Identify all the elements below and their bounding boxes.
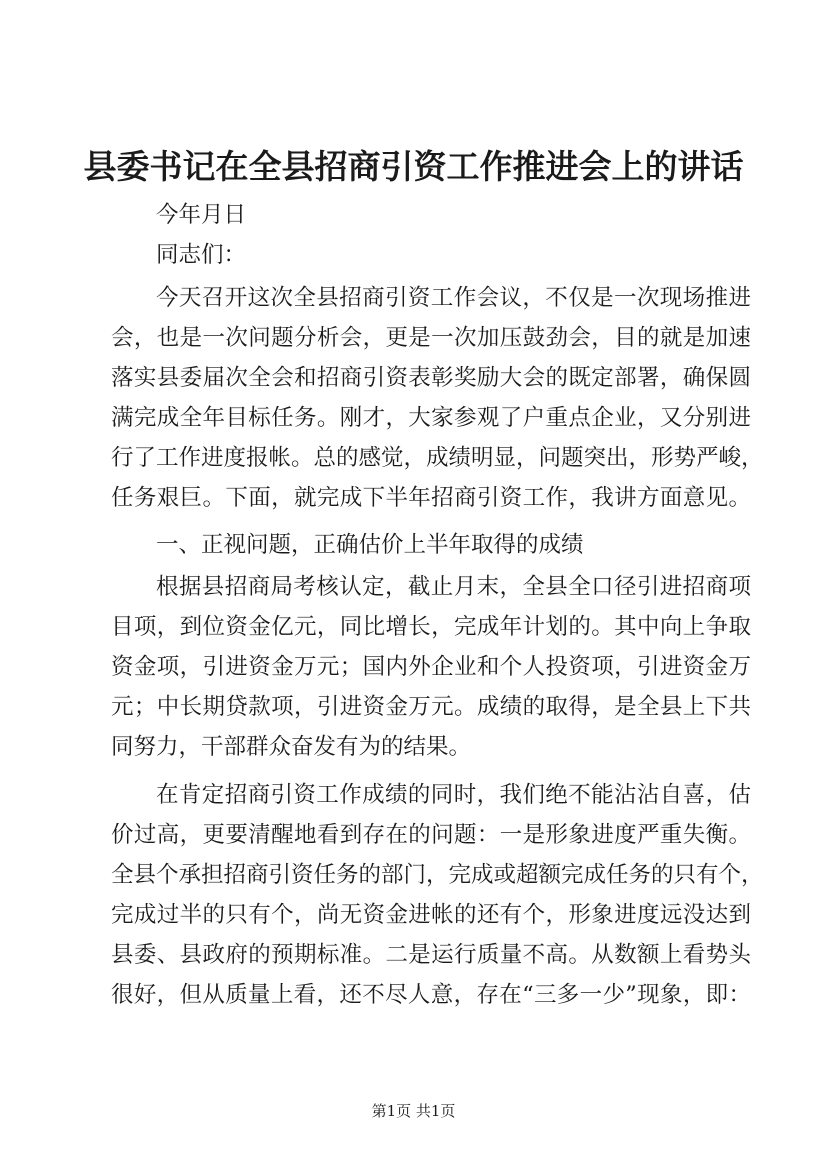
paragraph-line: 价过高，更要清醒地看到存在的问题：一是形象进度严重失衡。: [111, 822, 751, 848]
paragraph-line: 满完成全年目标任务。刚才，大家参观了户重点企业，又分别进: [111, 405, 751, 431]
paragraph-line: 元；中长期贷款项，引进资金万元。成绩的取得，是全县上下共: [111, 694, 751, 720]
paragraph-line: 目项，到位资金亿元，同比增长，完成年计划的。其中向上争取: [111, 614, 751, 640]
paragraph-line: 全县个承担招商引资任务的部门，完成或超额完成任务的只有个，: [111, 862, 764, 888]
paragraph-line: 同努力，干部群众奋发有为的结果。: [111, 734, 472, 760]
date-line: 今年月日: [156, 202, 247, 228]
paragraph-line: 会，也是一次问题分析会，更是一次加压鼓劲会，目的就是加速: [111, 325, 751, 351]
paragraph-line: 任务艰巨。下面，就完成下半年招商引资工作，我讲方面意见。: [111, 485, 751, 511]
paragraph-line: 今天召开这次全县招商引资工作会议，不仅是一次现场推进: [156, 285, 751, 311]
page-footer: 第1页 共1页: [371, 1102, 456, 1120]
paragraph-line: 资金项，引进资金万元；国内外企业和个人投资项，引进资金万: [111, 654, 751, 680]
document-title: 县委书记在全县招商引资工作推进会上的讲话: [83, 147, 744, 186]
paragraph-line: 落实县委届次全会和招商引资表彰奖励大会的既定部署，确保圆: [111, 365, 751, 391]
paragraph-line: 完成过半的只有个，尚无资金进帐的还有个，形象进度远没达到: [111, 902, 751, 928]
section-heading: 一、正视问题，正确估价上半年取得的成绩: [156, 532, 584, 558]
paragraph-line: 行了工作进度报帐。总的感觉，成绩明显，问题突出，形势严峻，: [111, 445, 764, 471]
salutation: 同志们：: [156, 242, 247, 268]
paragraph-line: 根据县招商局考核认定，截止月末，全县全口径引进招商项: [156, 574, 751, 600]
paragraph-line: 县委、县政府的预期标准。二是运行质量不高。从数额上看势头: [111, 942, 751, 968]
paragraph-line: 很好，但从质量上看，还不尽人意，存在“三多一少”现象，即：: [111, 982, 751, 1008]
paragraph-line: 在肯定招商引资工作成绩的同时，我们绝不能沾沾自喜，估: [156, 782, 751, 808]
